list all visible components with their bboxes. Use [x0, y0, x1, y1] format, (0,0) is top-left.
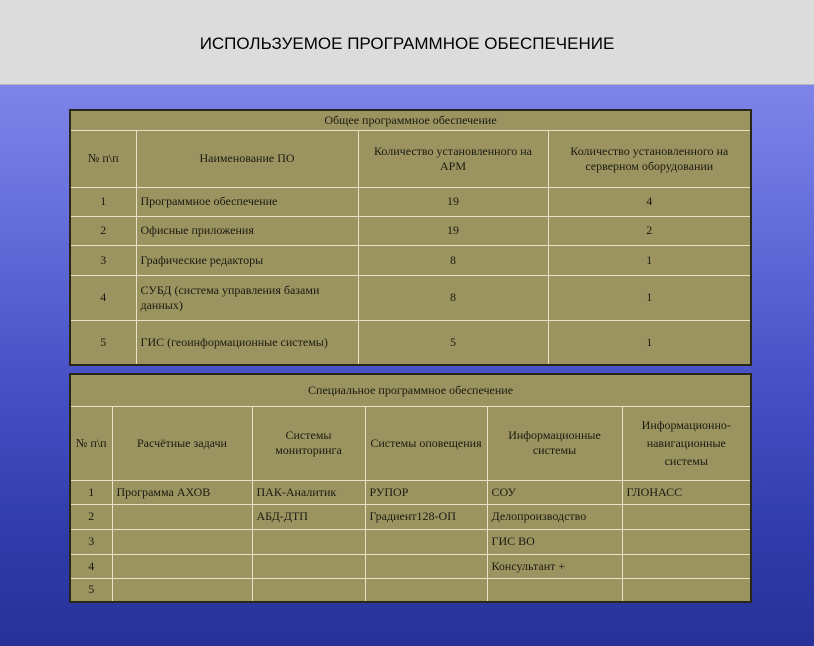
calculation-task-cell: Программа АХОВ — [112, 480, 252, 504]
row-number-cell: 3 — [70, 529, 112, 554]
header-cell: № п\п — [70, 406, 112, 480]
row-number-cell: 1 — [70, 187, 136, 216]
monitoring-system-cell: ПАК-Аналитик — [252, 480, 365, 504]
server-count-cell: 4 — [548, 187, 751, 216]
table-row — [70, 216, 751, 245]
arm-count-cell: 8 — [358, 275, 548, 320]
navigation-system-cell — [622, 504, 751, 529]
general-table-caption: Общее программное обеспечение — [70, 110, 751, 130]
page-title: ИСПОЛЬЗУЕМОЕ ПРОГРАММНОЕ ОБЕСПЕЧЕНИЕ — [199, 34, 615, 53]
table-row — [70, 245, 751, 275]
navigation-system-cell: ГЛОНАСС — [622, 480, 751, 504]
row-number-cell: 5 — [70, 320, 136, 365]
arm-count-cell: 19 — [358, 216, 548, 245]
software-name-cell: СУБД (система управления базами данных) — [136, 275, 358, 320]
row-number-cell: 5 — [70, 578, 112, 602]
special-software-table — [69, 373, 752, 603]
general-software-table — [69, 109, 752, 366]
header-cell: № п\п — [70, 130, 136, 187]
arm-count-cell: 8 — [358, 245, 548, 275]
table-row — [70, 578, 751, 602]
software-name-cell: Графические редакторы — [136, 245, 358, 275]
table-row — [70, 275, 751, 320]
software-name-cell: Программное обеспечение — [136, 187, 358, 216]
header-cell: Информационно-навигационные системы — [622, 406, 751, 480]
row-number-cell: 4 — [70, 275, 136, 320]
information-system-cell: Делопроизводство — [487, 504, 622, 529]
header-cell: Расчётные задачи — [112, 406, 252, 480]
monitoring-system-cell — [252, 578, 365, 602]
row-number-cell: 1 — [70, 480, 112, 504]
arm-count-cell: 19 — [358, 187, 548, 216]
header-cell: Системы оповещения — [365, 406, 487, 480]
header-cell: Системы мониторинга — [252, 406, 365, 480]
server-count-cell: 1 — [548, 245, 751, 275]
arm-count-cell: 5 — [358, 320, 548, 365]
table-row — [70, 187, 751, 216]
information-system-cell: СОУ — [487, 480, 622, 504]
alert-system-cell — [365, 554, 487, 578]
software-name-cell: ГИС (геоинформационные системы) — [136, 320, 358, 365]
header-cell: Количество установленного на АРМ — [358, 130, 548, 187]
header-cell: Информационные системы — [487, 406, 622, 480]
navigation-system-cell — [622, 529, 751, 554]
row-number-cell: 3 — [70, 245, 136, 275]
information-system-cell — [487, 578, 622, 602]
header-cell: Количество установленного на серверном оборудовании — [548, 130, 751, 187]
calculation-task-cell — [112, 554, 252, 578]
calculation-task-cell — [112, 504, 252, 529]
navigation-system-cell — [622, 578, 751, 602]
monitoring-system-cell — [252, 529, 365, 554]
table-row — [70, 529, 751, 554]
table-row — [70, 504, 751, 529]
row-number-cell: 2 — [70, 504, 112, 529]
calculation-task-cell — [112, 529, 252, 554]
table-row — [70, 480, 751, 504]
calculation-task-cell — [112, 578, 252, 602]
information-system-cell: ГИС ВО — [487, 529, 622, 554]
row-number-cell: 4 — [70, 554, 112, 578]
server-count-cell: 1 — [548, 320, 751, 365]
alert-system-cell — [365, 578, 487, 602]
header-cell: Наименование ПО — [136, 130, 358, 187]
monitoring-system-cell — [252, 554, 365, 578]
alert-system-cell: РУПОР — [365, 480, 487, 504]
alert-system-cell: Градиент128-ОП — [365, 504, 487, 529]
server-count-cell: 2 — [548, 216, 751, 245]
alert-system-cell — [365, 529, 487, 554]
software-name-cell: Офисные приложения — [136, 216, 358, 245]
table-row — [70, 554, 751, 578]
server-count-cell: 1 — [548, 275, 751, 320]
table-row — [70, 320, 751, 365]
navigation-system-cell — [622, 554, 751, 578]
monitoring-system-cell: АБД-ДТП — [252, 504, 365, 529]
row-number-cell: 2 — [70, 216, 136, 245]
information-system-cell: Консультант + — [487, 554, 622, 578]
special-table-caption: Специальное программное обеспечение — [70, 374, 751, 406]
